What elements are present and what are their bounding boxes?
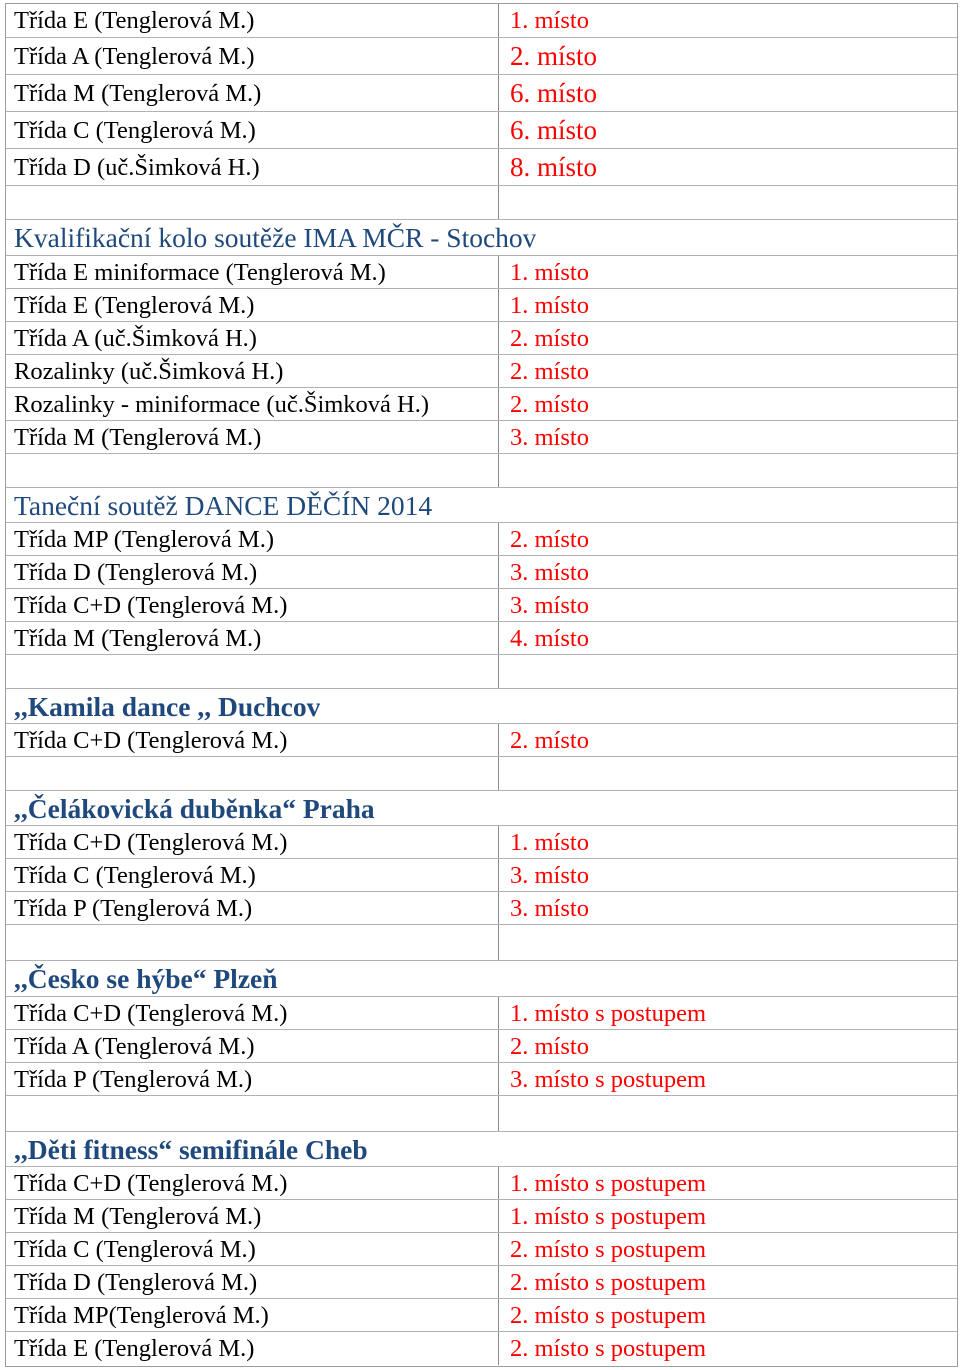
table-row <box>6 149 957 186</box>
placement: 2. místo <box>510 526 589 553</box>
placement: 8. místo <box>510 152 598 182</box>
placement: 2. místo <box>510 325 589 352</box>
competition-title: ,,Česko se hýbe“ Plzeň <box>14 963 278 994</box>
table-row <box>6 256 957 289</box>
placement: 1. místo <box>510 7 589 34</box>
table-row <box>6 289 957 322</box>
class-name: Třída C+D (Tenglerová M.) <box>6 997 499 1029</box>
empty-cell <box>499 1096 957 1131</box>
class-name: Třída D (uč.Šimková H.) <box>6 149 499 185</box>
section-heading <box>6 220 957 256</box>
table-row <box>6 355 957 388</box>
empty-cell <box>6 925 499 960</box>
class-name: Třída A (uč.Šimková H.) <box>6 322 499 354</box>
placement: 3. místo <box>510 862 589 889</box>
section-heading <box>6 1132 957 1167</box>
class-name: Třída P (Tenglerová M.) <box>6 1063 499 1095</box>
class-name: Třída M (Tenglerová M.) <box>6 622 499 654</box>
competition-title: Kvalifikační kolo soutěže IMA MČR - Stochov <box>14 222 537 253</box>
table-row <box>6 322 957 355</box>
class-name: Třída C+D (Tenglerová M.) <box>6 1167 499 1199</box>
placement: 1. místo <box>510 259 589 286</box>
empty-cell <box>499 186 957 219</box>
class-name: Třída D (Tenglerová M.) <box>6 1266 499 1298</box>
class-name: Třída C (Tenglerová M.) <box>6 112 499 148</box>
placement: 3. místo s postupem <box>510 1066 707 1093</box>
empty-cell <box>6 1096 499 1131</box>
table-row <box>6 1167 957 1200</box>
table-row <box>6 1332 957 1365</box>
class-name: Rozalinky - miniformace (uč.Šimková H.) <box>6 388 499 420</box>
placement: 2. místo s postupem <box>510 1269 707 1296</box>
competition-title: ,,Děti fitness“ semifinále Cheb <box>14 1134 368 1165</box>
class-name: Třída E (Tenglerová M.) <box>6 289 499 321</box>
section-heading <box>6 961 957 997</box>
table-row <box>6 589 957 622</box>
empty-cell <box>6 454 499 487</box>
empty-cell <box>499 454 957 487</box>
empty-cell <box>499 757 957 790</box>
empty-cell <box>6 655 499 688</box>
table-row <box>6 892 957 925</box>
placement: 2. místo <box>510 727 589 754</box>
placement: 2. místo <box>510 358 589 385</box>
table-row <box>6 38 957 75</box>
section-heading <box>6 791 957 826</box>
table-row <box>6 556 957 589</box>
table-row <box>6 112 957 149</box>
placement: 3. místo <box>510 424 589 451</box>
empty-cell <box>6 186 499 219</box>
class-name: Třída P (Tenglerová M.) <box>6 892 499 924</box>
placement: 3. místo <box>510 895 589 922</box>
class-name: Třída MP(Tenglerová M.) <box>6 1299 499 1331</box>
class-name: Třída D (Tenglerová M.) <box>6 556 499 588</box>
class-name: Třída A (Tenglerová M.) <box>6 38 499 74</box>
competition-title: Taneční soutěž DANCE DĚČÍN 2014 <box>14 490 433 521</box>
spacer-row <box>6 757 957 791</box>
placement: 1. místo <box>510 292 589 319</box>
table-row <box>6 1233 957 1266</box>
empty-cell <box>499 925 957 960</box>
placement: 2. místo s postupem <box>510 1236 707 1263</box>
table-row <box>6 1030 957 1063</box>
spacer-row <box>6 454 957 488</box>
table-row <box>6 75 957 112</box>
table-row <box>6 622 957 655</box>
table-row <box>6 1266 957 1299</box>
placement: 3. místo <box>510 559 589 586</box>
table-row <box>6 859 957 892</box>
table-row <box>6 724 957 757</box>
spacer-row <box>6 1096 957 1132</box>
class-name: Třída E miniformace (Tenglerová M.) <box>6 256 499 288</box>
spacer-row <box>6 186 957 220</box>
placement: 1. místo s postupem <box>510 1000 707 1027</box>
empty-cell <box>6 757 499 790</box>
class-name: Rozalinky (uč.Šimková H.) <box>6 355 499 387</box>
spacer-row <box>6 925 957 961</box>
placement: 2. místo <box>510 1033 589 1060</box>
placement: 4. místo <box>510 625 589 652</box>
table-row <box>6 1200 957 1233</box>
table-row <box>6 523 957 556</box>
class-name: Třída E (Tenglerová M.) <box>6 4 499 37</box>
competition-title: ,,Čelákovická duběnka“ Praha <box>14 793 375 824</box>
class-name: Třída M (Tenglerová M.) <box>6 1200 499 1232</box>
placement: 3. místo <box>510 592 589 619</box>
placement: 2. místo s postupem <box>510 1335 707 1362</box>
placement: 2. místo s postupem <box>510 1302 707 1329</box>
placement: 2. místo <box>510 41 598 71</box>
placement: 1. místo s postupem <box>510 1203 707 1230</box>
placement: 1. místo <box>510 829 589 856</box>
class-name: Třída M (Tenglerová M.) <box>6 75 499 111</box>
table-row <box>6 1299 957 1332</box>
class-name: Třída MP (Tenglerová M.) <box>6 523 499 555</box>
class-name: Třída C (Tenglerová M.) <box>6 859 499 891</box>
class-name: Třída C+D (Tenglerová M.) <box>6 826 499 858</box>
placement: 1. místo s postupem <box>510 1170 707 1197</box>
spacer-row <box>6 655 957 689</box>
class-name: Třída C+D (Tenglerová M.) <box>6 589 499 621</box>
class-name: Třída A (Tenglerová M.) <box>6 1030 499 1062</box>
table-row <box>6 826 957 859</box>
competition-title: ,,Kamila dance ,, Duchcov <box>14 691 321 722</box>
empty-cell <box>499 655 957 688</box>
class-name: Třída M (Tenglerová M.) <box>6 421 499 453</box>
placement: 6. místo <box>510 115 598 145</box>
placement: 2. místo <box>510 391 589 418</box>
table-row <box>6 997 957 1030</box>
placement: 6. místo <box>510 78 598 108</box>
section-heading <box>6 689 957 724</box>
class-name: Třída C (Tenglerová M.) <box>6 1233 499 1265</box>
table-row <box>6 4 957 38</box>
section-heading <box>6 488 957 523</box>
class-name: Třída C+D (Tenglerová M.) <box>6 724 499 756</box>
table-row <box>6 421 957 454</box>
class-name: Třída E (Tenglerová M.) <box>6 1332 499 1365</box>
results-table <box>5 3 958 1367</box>
table-row <box>6 388 957 421</box>
table-row <box>6 1063 957 1096</box>
